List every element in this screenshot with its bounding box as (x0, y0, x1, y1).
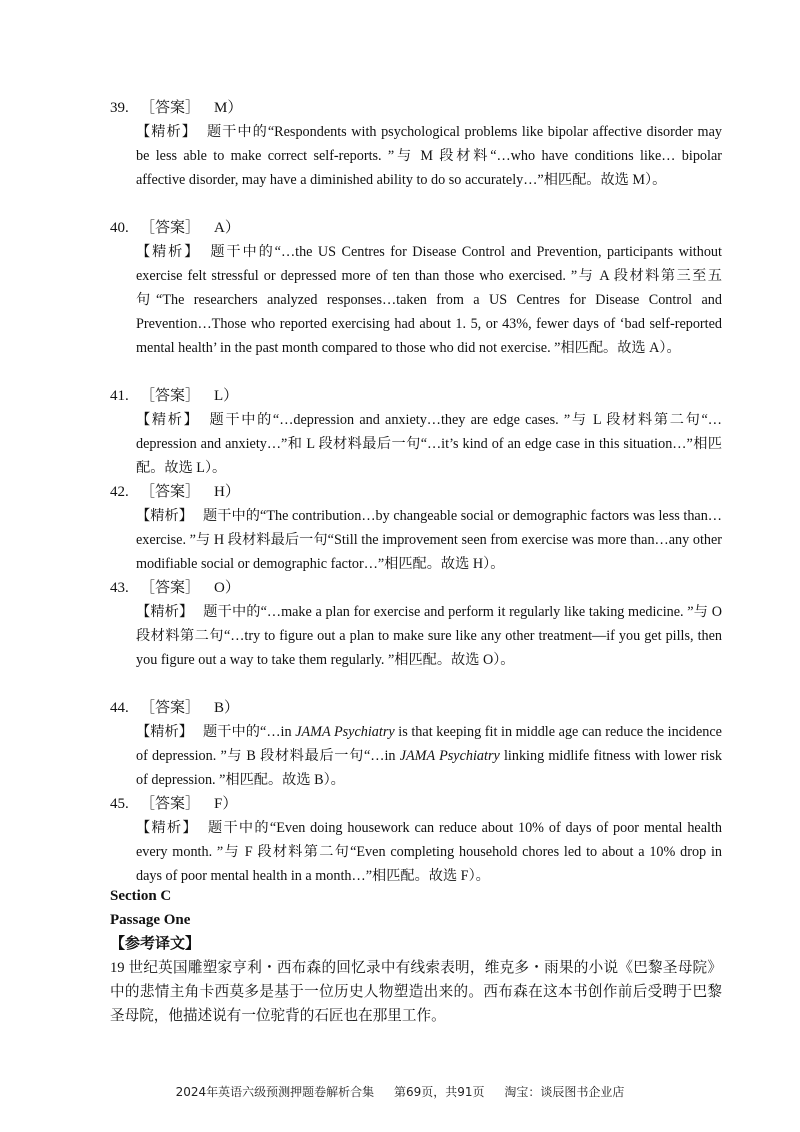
answer-letter: H） (214, 484, 240, 500)
analysis-paragraph (136, 120, 722, 192)
analysis-paragraph (136, 408, 722, 480)
answer-entry-41 (110, 384, 722, 480)
answer-entry-43 (110, 576, 722, 672)
answer-line (110, 216, 722, 240)
analysis-tag: 【精析】 (136, 244, 201, 260)
analysis-text: 题干中的“…the US Centres for Disease Control and Prevention, participants without exercise felt stressful or depressed more of ten than those who exercised. ”与 A 段材料第三至五句“The researchers analyzed responses…taken from a US Centres for Disease Control and Prevention…Those who reported exercising had about 1. 5, or 43%, fewer days of ‘bad self-reported mental health’ in the past month compared to those who did not exercise. ”相匹配。故选 A）。 (136, 244, 722, 356)
question-number: 44. (110, 700, 129, 716)
translation-paragraph: 19 世纪英国雕塑家亨利・西布森的回忆录中有线索表明，维克多・雨果的小说《巴黎圣母院》中的悲情主角卡西莫多是基于一位历史人物塑造出来的。西布森在这本书创作前后受聘于巴黎圣母院，他描述说有一位驼背的石匠也在那里工作。 (110, 960, 722, 1024)
analysis-tag: 【精析】 (136, 820, 198, 836)
analysis-paragraph (136, 240, 722, 360)
answer-tag: ［答案］ (140, 580, 201, 596)
answer-tag: ［答案］ (140, 100, 201, 116)
translation-heading: 【参考译文】 (110, 936, 201, 952)
footer-shop: 淘宝：谈辰图书企业店 (504, 1085, 625, 1099)
analysis-text: 题干中的“Respondents with psychological problems like bipolar affective disorder may be less able to make correct self-reports. ”与 M 段材料“…who have conditions like… bipolar affective disorder, may have a diminished ability to do so accurately…”相匹配。故选 M）。 (136, 124, 722, 188)
question-number: 41. (110, 388, 129, 404)
analysis-tag: 【精析】 (136, 412, 200, 428)
question-number: 45. (110, 796, 129, 812)
answer-line (110, 384, 722, 408)
analysis-text: 题干中的“Even doing housework can reduce about 10% of days of poor mental health every month. ”与 F 段材料第二句“Even completing household chores led to about a 10% drop in days of poor mental health in a month…”相匹配。故选 F）。 (136, 820, 722, 884)
analysis-text: 题干中的“…make a plan for exercise and perform it regularly like taking medicine. ”与 O 段材料第二句“…try to figure out a plan to make sure like any other treatment—if you get pills, then you figure out a way to take them regularly. ”相匹配。故选 O）。 (136, 604, 722, 668)
analysis-text: is that keeping fit in middle age can reduce the incidence of depression. ”与 B 段材料最后一句“…in (136, 724, 722, 764)
answer-line (110, 576, 722, 600)
page-footer (0, 1083, 800, 1100)
answer-entry-40 (110, 216, 722, 360)
footer-page-number: 第69页，共91页 (393, 1085, 485, 1099)
answer-letter: O） (214, 580, 240, 596)
answer-line (110, 96, 722, 120)
section-heading: Section C (110, 888, 172, 904)
answer-tag: ［答案］ (140, 484, 201, 500)
passage-heading: Passage One (110, 912, 191, 928)
question-number: 39. (110, 100, 129, 116)
answer-entry-42 (110, 480, 722, 576)
answer-tag: ［答案］ (140, 220, 201, 236)
analysis-text: 题干中的“…in (203, 724, 296, 740)
answer-entry-45 (110, 792, 722, 888)
answer-tag: ［答案］ (140, 700, 201, 716)
analysis-tag: 【精析】 (136, 124, 197, 140)
answer-line (110, 480, 722, 504)
answer-letter: B） (214, 700, 240, 716)
answer-letter: L） (214, 388, 239, 404)
answer-letter: A） (214, 220, 240, 236)
analysis-paragraph (136, 504, 722, 576)
analysis-paragraph (136, 720, 722, 792)
analysis-paragraph (136, 600, 722, 672)
journal-title: JAMA Psychiatry (295, 724, 395, 740)
answer-entry-44 (110, 696, 722, 792)
answer-tag: ［答案］ (140, 388, 201, 404)
analysis-paragraph (136, 816, 722, 888)
analysis-text: linking midlife fitness with lower risk of depression. ”相匹配。故选 B）。 (136, 748, 722, 788)
analysis-tag: 【精析】 (136, 508, 194, 524)
answer-entry-39 (110, 96, 722, 192)
analysis-text: 题干中的“…depression and anxiety…they are edge cases. ”与 L 段材料第二句“…depression and anxiety…”和 L 段材料最后一句“…it’s kind of an edge case in this situation…”相匹配。故选 L）。 (136, 412, 722, 476)
question-number: 42. (110, 484, 129, 500)
answer-tag: ［答案］ (140, 796, 201, 812)
answer-letter: M） (214, 100, 243, 116)
analysis-tag: 【精析】 (136, 604, 194, 620)
journal-title: JAMA Psychiatry (399, 748, 500, 764)
answer-line (110, 792, 722, 816)
question-number: 43. (110, 580, 129, 596)
analysis-tag: 【精析】 (136, 724, 194, 740)
answer-line (110, 696, 722, 720)
question-number: 40. (110, 220, 129, 236)
analysis-text: 题干中的“The contribution…by changeable social or demographic factors was less than…exercise. ”与 H 段材料最后一句“Still the improvement seen from exercise was more than…any other modifiable social or demographic factor…”相匹配。故选 H）。 (136, 508, 722, 572)
footer-title: 2024年英语六级预测押题卷解析合集 (175, 1085, 375, 1099)
answer-letter: F） (214, 796, 238, 812)
